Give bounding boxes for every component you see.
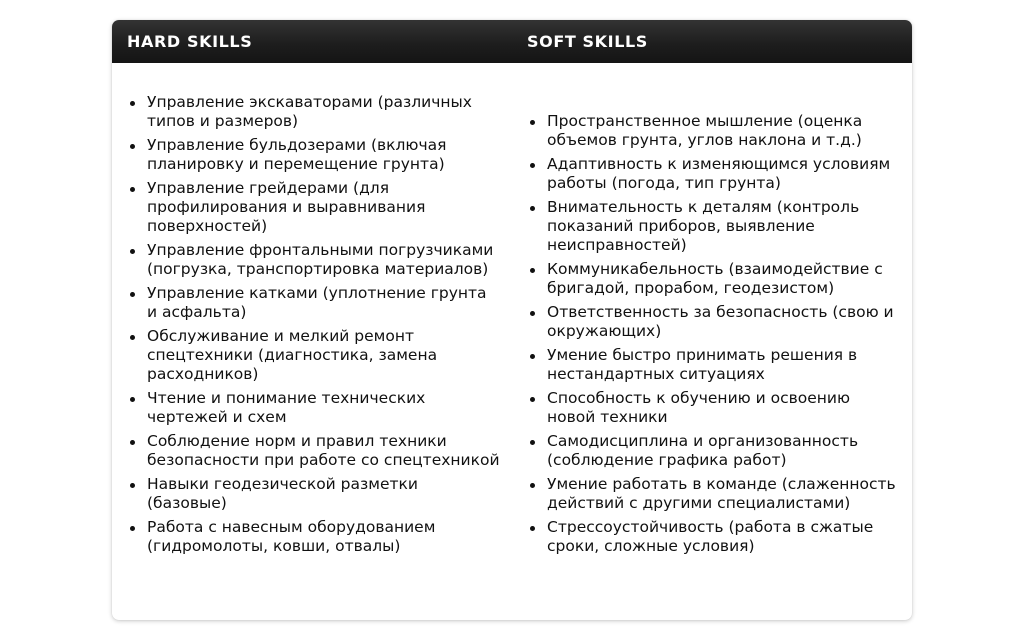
hard-skill-item: Управление грейдерами (для профилирования и выравнивания поверхностей) bbox=[147, 179, 512, 236]
hard-skill-item: Навыки геодезической разметки (базовые) bbox=[147, 475, 512, 513]
soft-skill-item: Стрессоустойчивость (работа в сжатые сроки, сложные условия) bbox=[547, 518, 912, 556]
hard-skill-item: Управление фронтальными погрузчиками (погрузка, транспортировка материалов) bbox=[147, 241, 512, 279]
soft-skill-item: Внимательность к деталям (контроль показаний приборов, выявление неисправностей) bbox=[547, 198, 912, 255]
hard-skill-item: Управление экскаваторами (различных типов и размеров) bbox=[147, 93, 512, 131]
hard-skill-item: Обслуживание и мелкий ремонт спецтехники (диагностика, замена расходников) bbox=[147, 327, 512, 384]
soft-skill-item: Умение быстро принимать решения в нестандартных ситуациях bbox=[547, 346, 912, 384]
hard-skill-item: Соблюдение норм и правил техники безопасности при работе со спецтехникой bbox=[147, 432, 512, 470]
hard-skills-heading: HARD SKILLS bbox=[127, 32, 253, 51]
soft-skills-column bbox=[512, 63, 912, 561]
soft-skill-item: Способность к обучению и освоению новой техники bbox=[547, 389, 912, 427]
hard-skill-item: Чтение и понимание технических чертежей и схем bbox=[147, 389, 512, 427]
hard-skill-item: Управление бульдозерами (включая планировку и перемещение грунта) bbox=[147, 136, 512, 174]
table-body bbox=[112, 63, 912, 561]
soft-skill-item: Умение работать в команде (слаженность действий с другими специалистами) bbox=[547, 475, 912, 513]
soft-skill-item: Пространственное мышление (оценка объемов грунта, углов наклона и т.д.) bbox=[547, 112, 912, 150]
hard-skills-column bbox=[112, 63, 512, 561]
soft-skill-item: Самодисциплина и организованность (соблюдение графика работ) bbox=[547, 432, 912, 470]
soft-skills-list bbox=[512, 63, 912, 556]
skills-table bbox=[112, 20, 912, 620]
soft-skills-heading: SOFT SKILLS bbox=[527, 32, 648, 51]
table-header bbox=[112, 20, 912, 63]
hard-skill-item: Управление катками (уплотнение грунта и асфальта) bbox=[147, 284, 512, 322]
soft-skill-item: Адаптивность к изменяющимся условиям работы (погода, тип грунта) bbox=[547, 155, 912, 193]
soft-skill-item: Ответственность за безопасность (свою и окружающих) bbox=[547, 303, 912, 341]
hard-skill-item: Работа с навесным оборудованием (гидромолоты, ковши, отвалы) bbox=[147, 518, 512, 556]
hard-skills-list bbox=[112, 63, 512, 556]
soft-skill-item: Коммуникабельность (взаимодействие с бригадой, прорабом, геодезистом) bbox=[547, 260, 912, 298]
